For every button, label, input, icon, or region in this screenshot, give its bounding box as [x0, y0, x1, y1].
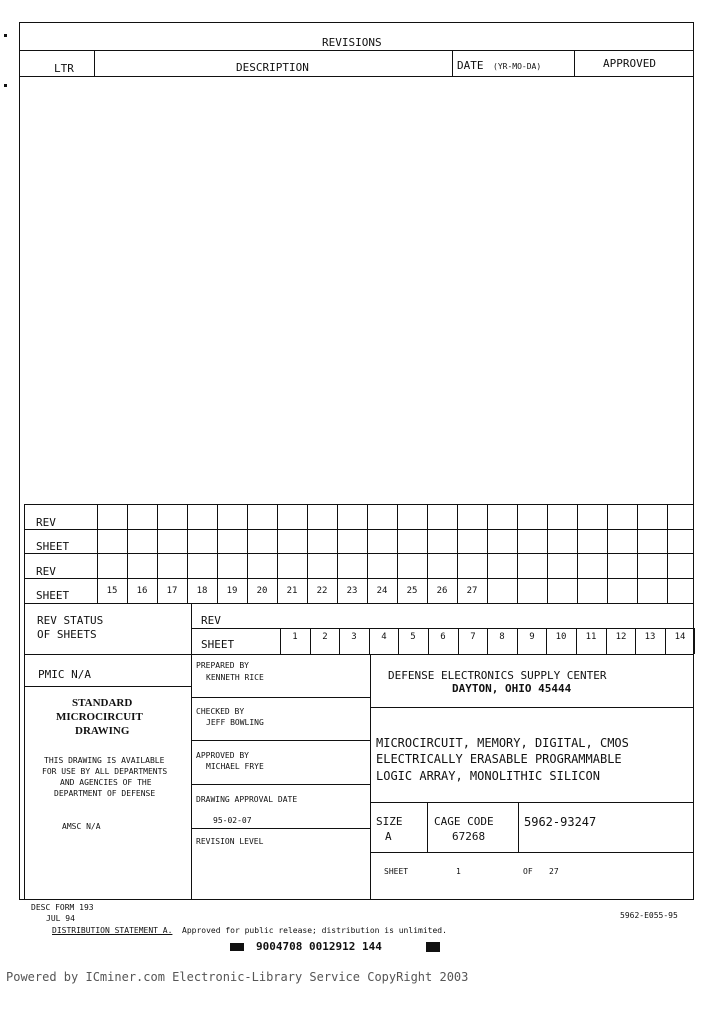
checked-label: CHECKED BY: [196, 707, 245, 716]
rev-label: REV: [36, 516, 56, 529]
agency-address: DAYTON, OHIO 45444: [452, 682, 572, 695]
barcode-number: 9004708 0012912 144: [256, 940, 382, 953]
col-ltr: LTR: [54, 62, 74, 75]
grid-rule: [517, 504, 518, 603]
cage-code-label: CAGE CODE: [434, 815, 494, 828]
sheet-number-cell: 18: [196, 586, 208, 596]
sheet-number-cell: 11: [585, 632, 597, 642]
document-number: 5962-93247: [524, 815, 597, 829]
approved-label: APPROVED BY: [196, 751, 249, 760]
agency-name: DEFENSE ELECTRONICS SUPPLY CENTER: [388, 669, 607, 682]
sheet-number-cell: 23: [346, 586, 358, 596]
grid-rule: [577, 504, 578, 603]
sheet-number-cell: 10: [555, 632, 567, 642]
sheet-number-cell: 24: [376, 586, 388, 596]
rev-status-rev: REV: [201, 614, 221, 627]
margin-mark: [4, 84, 7, 87]
approval-date-value: 95-02-07: [213, 816, 252, 825]
rule: [370, 707, 694, 708]
sheet-number-cell: 8: [499, 632, 505, 642]
rev-status-sheet: SHEET: [201, 638, 235, 651]
col-approved: APPROVED: [603, 57, 656, 70]
rule: [370, 852, 694, 853]
distribution-statement-label: DISTRIBUTION STATEMENT A.: [52, 926, 173, 935]
sheet-number-cell: 19: [226, 586, 238, 596]
of-label: OF: [523, 867, 533, 876]
rule: [518, 802, 519, 852]
rule: [24, 529, 694, 530]
sheet-number-cell: 22: [316, 586, 328, 596]
availability-line: FOR USE BY ALL DEPARTMENTS: [42, 767, 168, 776]
sheet-number-cell: 12: [615, 632, 627, 642]
approved-name: MICHAEL FRYE: [206, 762, 264, 771]
prepared-label: PREPARED BY: [196, 661, 249, 670]
margin-mark: [4, 34, 7, 37]
sheet-number-cell: 25: [406, 586, 418, 596]
rule: [574, 50, 575, 76]
size-value: A: [385, 830, 392, 843]
form-number: DESC FORM 193: [31, 903, 94, 912]
sheet-number-cell: 14: [674, 632, 686, 642]
size-label: SIZE: [376, 815, 403, 828]
rev-label: REV: [36, 565, 56, 578]
rule: [191, 828, 370, 829]
grid-rule: [547, 504, 548, 603]
rule: [24, 578, 694, 579]
sheet-number-cell: 9: [529, 632, 535, 642]
rule: [191, 628, 694, 629]
rev-status-label: REV STATUS: [37, 614, 104, 627]
rule: [24, 654, 25, 900]
col-description: DESCRIPTION: [236, 61, 309, 74]
pmic: PMIC N/A: [38, 668, 91, 681]
sheet-number-cell: 17: [166, 586, 178, 596]
sheet-label: SHEET: [36, 589, 70, 602]
revisions-title: REVISIONS: [322, 36, 382, 49]
prepared-name: KENNETH RICE: [206, 673, 264, 682]
col-date-format: (YR-MO-DA): [493, 62, 542, 71]
sheet-number-cell: 15: [106, 586, 118, 596]
sheet-number-cell: 26: [436, 586, 448, 596]
rule: [370, 802, 694, 803]
rule: [24, 654, 694, 655]
distribution-statement-text: Approved for public release; distribution is unlimited.: [182, 926, 447, 935]
rule: [94, 50, 95, 76]
approval-date-label: DRAWING APPROVAL DATE: [196, 795, 298, 804]
sheet-number-cell: 3: [351, 632, 357, 642]
rule: [427, 802, 428, 852]
sheet-label: SHEET: [36, 540, 70, 553]
title-drawing: DRAWING: [75, 725, 130, 737]
grid-rule: [637, 504, 638, 603]
drawing-title-line: LOGIC ARRAY, MONOLITHIC SILICON: [376, 769, 600, 783]
sheet-number-cell: 1: [292, 632, 298, 642]
title-standard: STANDARD: [72, 697, 133, 709]
rule: [191, 784, 370, 785]
sheet-number-cell: 27: [466, 586, 478, 596]
rule: [24, 504, 694, 505]
sheet-number-cell: 6: [440, 632, 446, 642]
of-sheets-label: OF SHEETS: [37, 628, 97, 641]
sheet-number-cell: 21: [286, 586, 298, 596]
sheet-number-cell: 13: [644, 632, 656, 642]
rule: [19, 76, 694, 77]
availability-line: DEPARTMENT OF DEFENSE: [54, 789, 156, 798]
revision-level-label: REVISION LEVEL: [196, 837, 264, 846]
form-date: JUL 94: [46, 914, 75, 923]
rule: [191, 603, 192, 900]
rule: [191, 740, 370, 741]
sheet-number-cell: 7: [470, 632, 476, 642]
drawing-title-line: ELECTRICALLY ERASABLE PROGRAMMABLE: [376, 752, 622, 766]
rule: [370, 654, 371, 900]
sheet-number-cell: 2: [322, 632, 328, 642]
form-reference: 5962-E055-95: [620, 911, 678, 920]
rule: [24, 686, 191, 687]
drawing-title-line: MICROCIRCUIT, MEMORY, DIGITAL, CMOS: [376, 736, 629, 750]
title-microcircuit: MICROCIRCUIT: [56, 711, 143, 723]
rule: [191, 697, 370, 698]
barcode-block-icon: [426, 942, 440, 952]
grid-rule: [667, 504, 668, 603]
sheet-number-cell: 20: [256, 586, 268, 596]
grid-rule: [607, 504, 608, 603]
checked-name: JEFF BOWLING: [206, 718, 264, 727]
amsc: AMSC N/A: [62, 822, 101, 831]
rule: [19, 50, 694, 51]
watermark: Powered by ICminer.com Electronic-Library Service CopyRight 2003: [6, 970, 469, 984]
barcode-block-icon: [230, 943, 244, 951]
grid-rule: [487, 504, 488, 603]
sheet-number-cell: 5: [410, 632, 416, 642]
sheet-number-cell: 16: [136, 586, 148, 596]
col-date: DATE: [457, 59, 484, 72]
total-sheets: 27: [549, 867, 559, 876]
availability-line: THIS DRAWING IS AVAILABLE: [44, 756, 165, 765]
rule: [452, 50, 453, 76]
sheet-number-cell: 4: [381, 632, 387, 642]
rule: [24, 553, 694, 554]
rule: [24, 603, 694, 604]
availability-line: AND AGENCIES OF THE: [60, 778, 152, 787]
sheet-label: SHEET: [384, 867, 409, 876]
cage-code-value: 67268: [452, 830, 486, 843]
sheet-number: 1: [456, 867, 461, 876]
rule: [24, 504, 25, 654]
